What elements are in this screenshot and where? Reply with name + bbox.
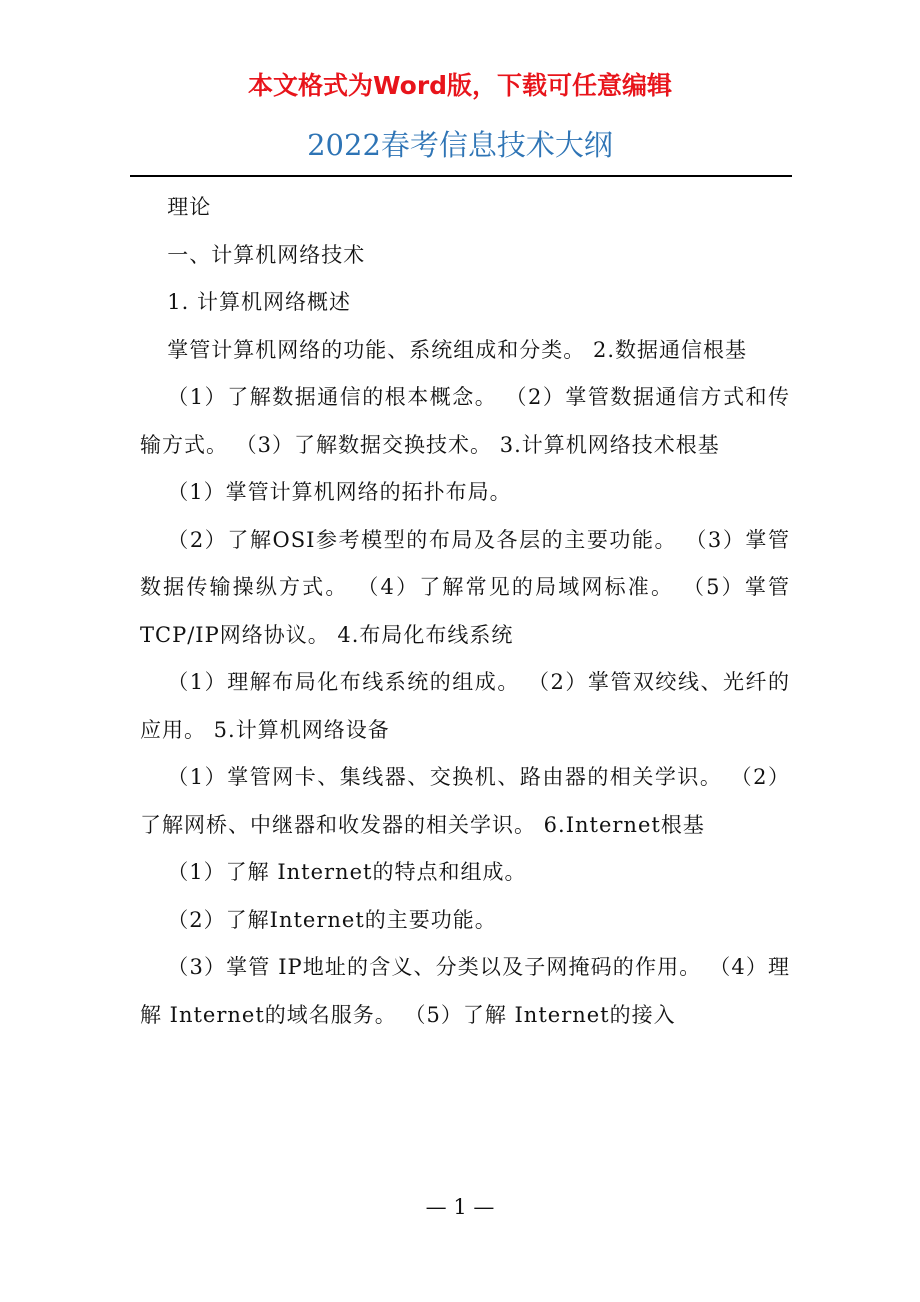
paragraph: （1）了解 Internet的特点和组成。 [167, 860, 527, 884]
paragraph: （1）掌管计算机网络的拓扑布局。 [167, 480, 512, 504]
paragraph: （1）了解数据通信的根本概念。 （2）掌管数据通信方式和传输方式。 （3）了解数据交换技术。 3.计算机网络技术根基 [140, 385, 790, 457]
paragraph: （3）掌管 IP地址的含义、分类以及子网掩码的作用。 （4）理解 Internet的域名服务。 （5）了解 Internet的接入 [140, 955, 790, 1027]
page-number: — 1 — [425, 1195, 495, 1219]
paragraph: 一、计算机网络技术 [167, 242, 366, 267]
document-title: 2022春考信息技术大纲 [307, 128, 613, 162]
paragraph: 1. 计算机网络概述 [167, 290, 352, 314]
paragraph: （1）掌管网卡、集线器、交换机、路由器的相关学识。 （2）了解网桥、中继器和收发器的相关学识。 6.Internet根基 [140, 765, 790, 837]
header-divider [130, 175, 792, 177]
paragraph: 理论 [167, 195, 212, 219]
paragraph: （1）理解布局化布线系统的组成。 （2）掌管双绞线、光纤的应用。 5.计算机网络设备 [140, 670, 790, 742]
format-notice-banner: 本文格式为Word版，下载可任意编辑 [247, 71, 673, 100]
paragraph: 掌管计算机网络的功能、系统组成和分类。 2.数据通信根基 [167, 337, 748, 362]
document-body [140, 184, 790, 1039]
paragraph: （2）了解Internet的主要功能。 [167, 907, 497, 932]
paragraph: （2）了解OSI参考模型的布局及各层的主要功能。 （3）掌管数据传输操纵方式。 （4）了解常见的局域网标准。 （5）掌管 TCP/IP网络协议。 4.布局化布线系统 [140, 527, 790, 647]
